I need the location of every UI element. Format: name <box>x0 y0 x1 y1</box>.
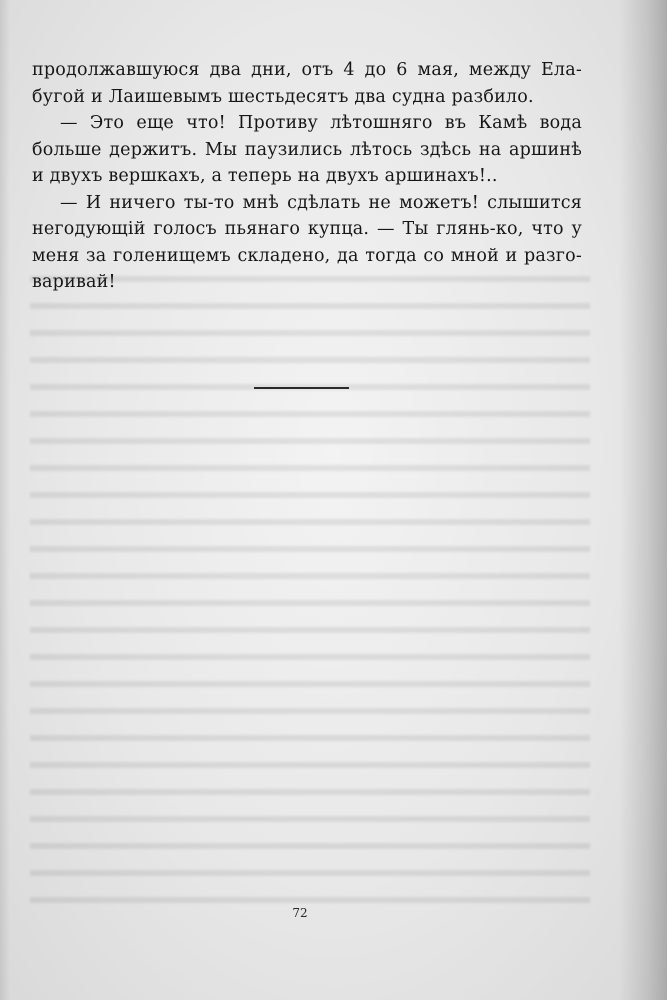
body-text <box>32 57 582 296</box>
text-line: варивай! <box>32 272 116 292</box>
text-line: — Это еще что! Противу лѣтошняго въ Камѣ вода <box>60 113 582 133</box>
text-line: бугой и Лаишевымъ шестьдесятъ два судна разбило. <box>32 86 534 107</box>
page-left-shadow <box>0 0 10 1000</box>
text-line: — И ничего ты-то мнѣ сдѣлать не можетъ! слышится <box>60 192 582 213</box>
text-line: и двухъ вершкахъ, а теперь на двухъ аршинахъ!.. <box>32 166 498 186</box>
page-number: 72 <box>292 906 308 920</box>
text-line: продолжавшуюся два дни, отъ 4 до 6 мая, между Ела- <box>32 60 582 80</box>
text-line: меня за голенищемъ складено, да тогда со мной и разго- <box>32 245 582 266</box>
page-right-shadow <box>619 0 667 1000</box>
section-divider <box>254 387 349 389</box>
show-through-text <box>30 260 590 920</box>
text-line: негодующій голосъ пьянаго купца. — Ты глянь-ко, что у <box>32 219 582 239</box>
text-line: больше держитъ. Мы паузились лѣтось здѣсь на аршинѣ <box>32 139 582 160</box>
